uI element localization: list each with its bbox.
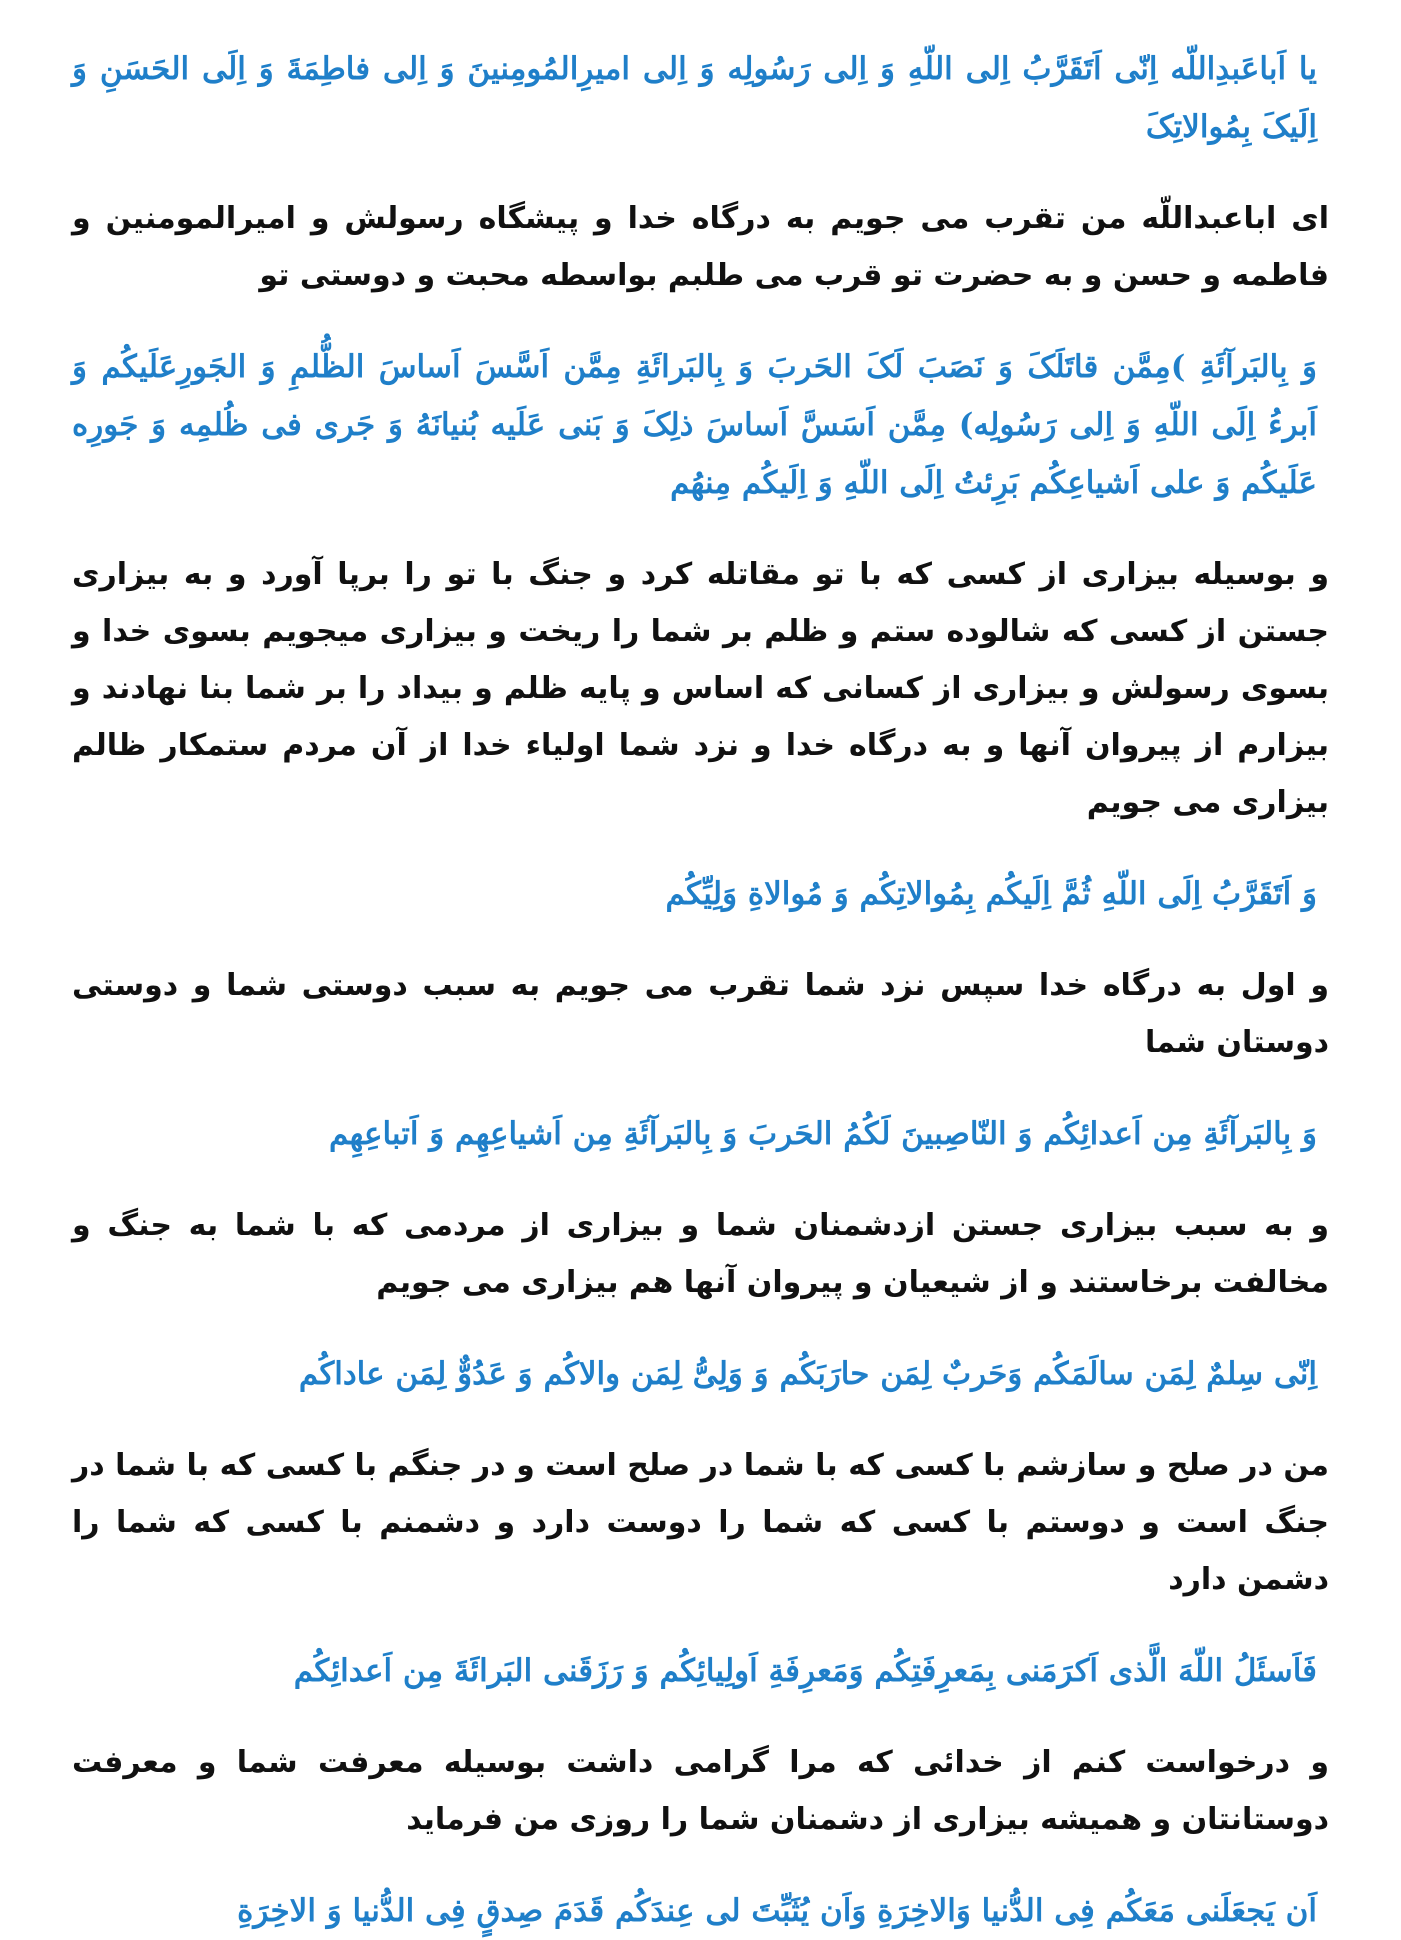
- arabic-verse-4: وَ بِالبَرآئَةِ مِن اَعدائِکُم وَ النّاصِبینَ لَکُمُ الحَربَ وَ بِالبَرآئَةِ مِن اَشیاعِهِم وَ اَتباعِهِم: [329, 1116, 1317, 1152]
- arabic-verse-6: فَاَسئَلُ اللّهَ الَّذی اَکرَمَنی بِمَعرِفَتِکُم وَمَعرِفَةِ اَولِیائِکُم وَ رَزَقَنی البَرائَةَ مِن اَعدائِکُم: [293, 1653, 1317, 1689]
- persian-translation-4: و به سبب بیزاری جستن ازدشمنان شما و بیزاری از مردمی که با شما به جنگ و مخالفت برخاستند و از شیعیان و پیروان آنها هم بیزاری می جویم: [72, 1208, 1329, 1300]
- arabic-verse-5: اِنّی سِلمٌ لِمَن سالَمَکُم وَحَربٌ لِمَن حارَبَکُم وَ وَلِیُّ لِمَن والاکُم وَ عَدُوٌّ لِمَن عاداکُم: [298, 1356, 1317, 1392]
- persian-translation-1: ای اباعبداللّه من تقرب می جویم به درگاه خدا و پیشگاه رسولش و امیرالمومنین و فاطمه و حسن و به حضرت تو قرب می طلبم بواسطه محبت و دوستی تو: [72, 201, 1329, 293]
- persian-translation-3: و اول به درگاه خدا سپس نزد شما تقرب می جویم به سبب دوستی شما و دوستی دوستان شما: [72, 968, 1329, 1060]
- persian-translation-6: و درخواست کنم از خدائی که مرا گرامی داشت بوسیله معرفت شما و معرفت دوستانتان و همیشه بیزاری از دشمنان شما را روزی من فرماید: [72, 1745, 1329, 1837]
- arabic-verse-3: وَ اَتَقَرَّبُ اِلَی اللّهِ ثُمَّ اِلَیکُم بِمُوالاتِکُم وَ مُوالاةِ وَلِیِّکُم: [665, 876, 1317, 912]
- persian-translation-2: و بوسیله بیزاری از کسی که با تو مقاتله کرد و جنگ با تو را برپا آورد و به بیزاری جستن از کسی که شالوده ستم و ظلم بر شما را ریخت و بیزاری میجویم بسوی خدا و بسوی رسولش و بیزاری از کسانی که اساس و پایه ظلم و بیداد را بر شما بنا نهادند و بیزارم از پیروان آنها و به درگاه خدا و نزد شما اولیاء خدا از آن مردم ستمکار ظالم بیزاری می جویم: [72, 557, 1329, 820]
- arabic-verse-2: وَ بِالبَرآئَةِ )مِمَّن قاتَلَکَ وَ نَصَبَ لَکَ الحَربَ وَ بِالبَرائَةِ مِمَّن اَسَّسَ اَساسَ الظُّلمِ وَ الجَورِعَلَیکُم وَ اَبرءُ اِلَی اللّهِ وَ اِلی رَسُولِه) مِمَّن اَسَسَّ اَساسَ ذلِکَ وَ بَنی عَلَیه بُنیانَهُ وَ جَری فی ظُلمِه وَ جَورِه عَلَیکُم وَ علی اَشیاعِکُم بَرِئتُ اِلَی اللّهِ وَ اِلَیکُم مِنهُم: [72, 349, 1317, 501]
- persian-translation-5: من در صلح و سازشم با کسی که با شما در صلح است و در جنگم با کسی که با شما در جنگ است و دوستم با کسی که شما را دوست دارد و دشمنم با کسی که شما را دشمن دارد: [72, 1448, 1329, 1597]
- arabic-verse-1: یا اَباعَبدِاللّه اِنّی اَتَقَرَّبُ اِلی اللّهِ وَ اِلی رَسُولِه وَ اِلی امیرِالمُومِنینَ وَ اِلی فاطِمَةَ وَ اِلَی الحَسَنِ وَ اِلَیکَ بِمُوالاتِکَ: [72, 51, 1317, 145]
- arabic-verse-7: اَن یَجعَلَنی مَعَکُم فِی الدُّنیا وَالاخِرَةِ وَاَن یُثَبِّتَ لی عِندَکُم قَدَمَ صِدقٍ فِی الدُّنیا وَ الاخِرَةِ: [237, 1893, 1317, 1929]
